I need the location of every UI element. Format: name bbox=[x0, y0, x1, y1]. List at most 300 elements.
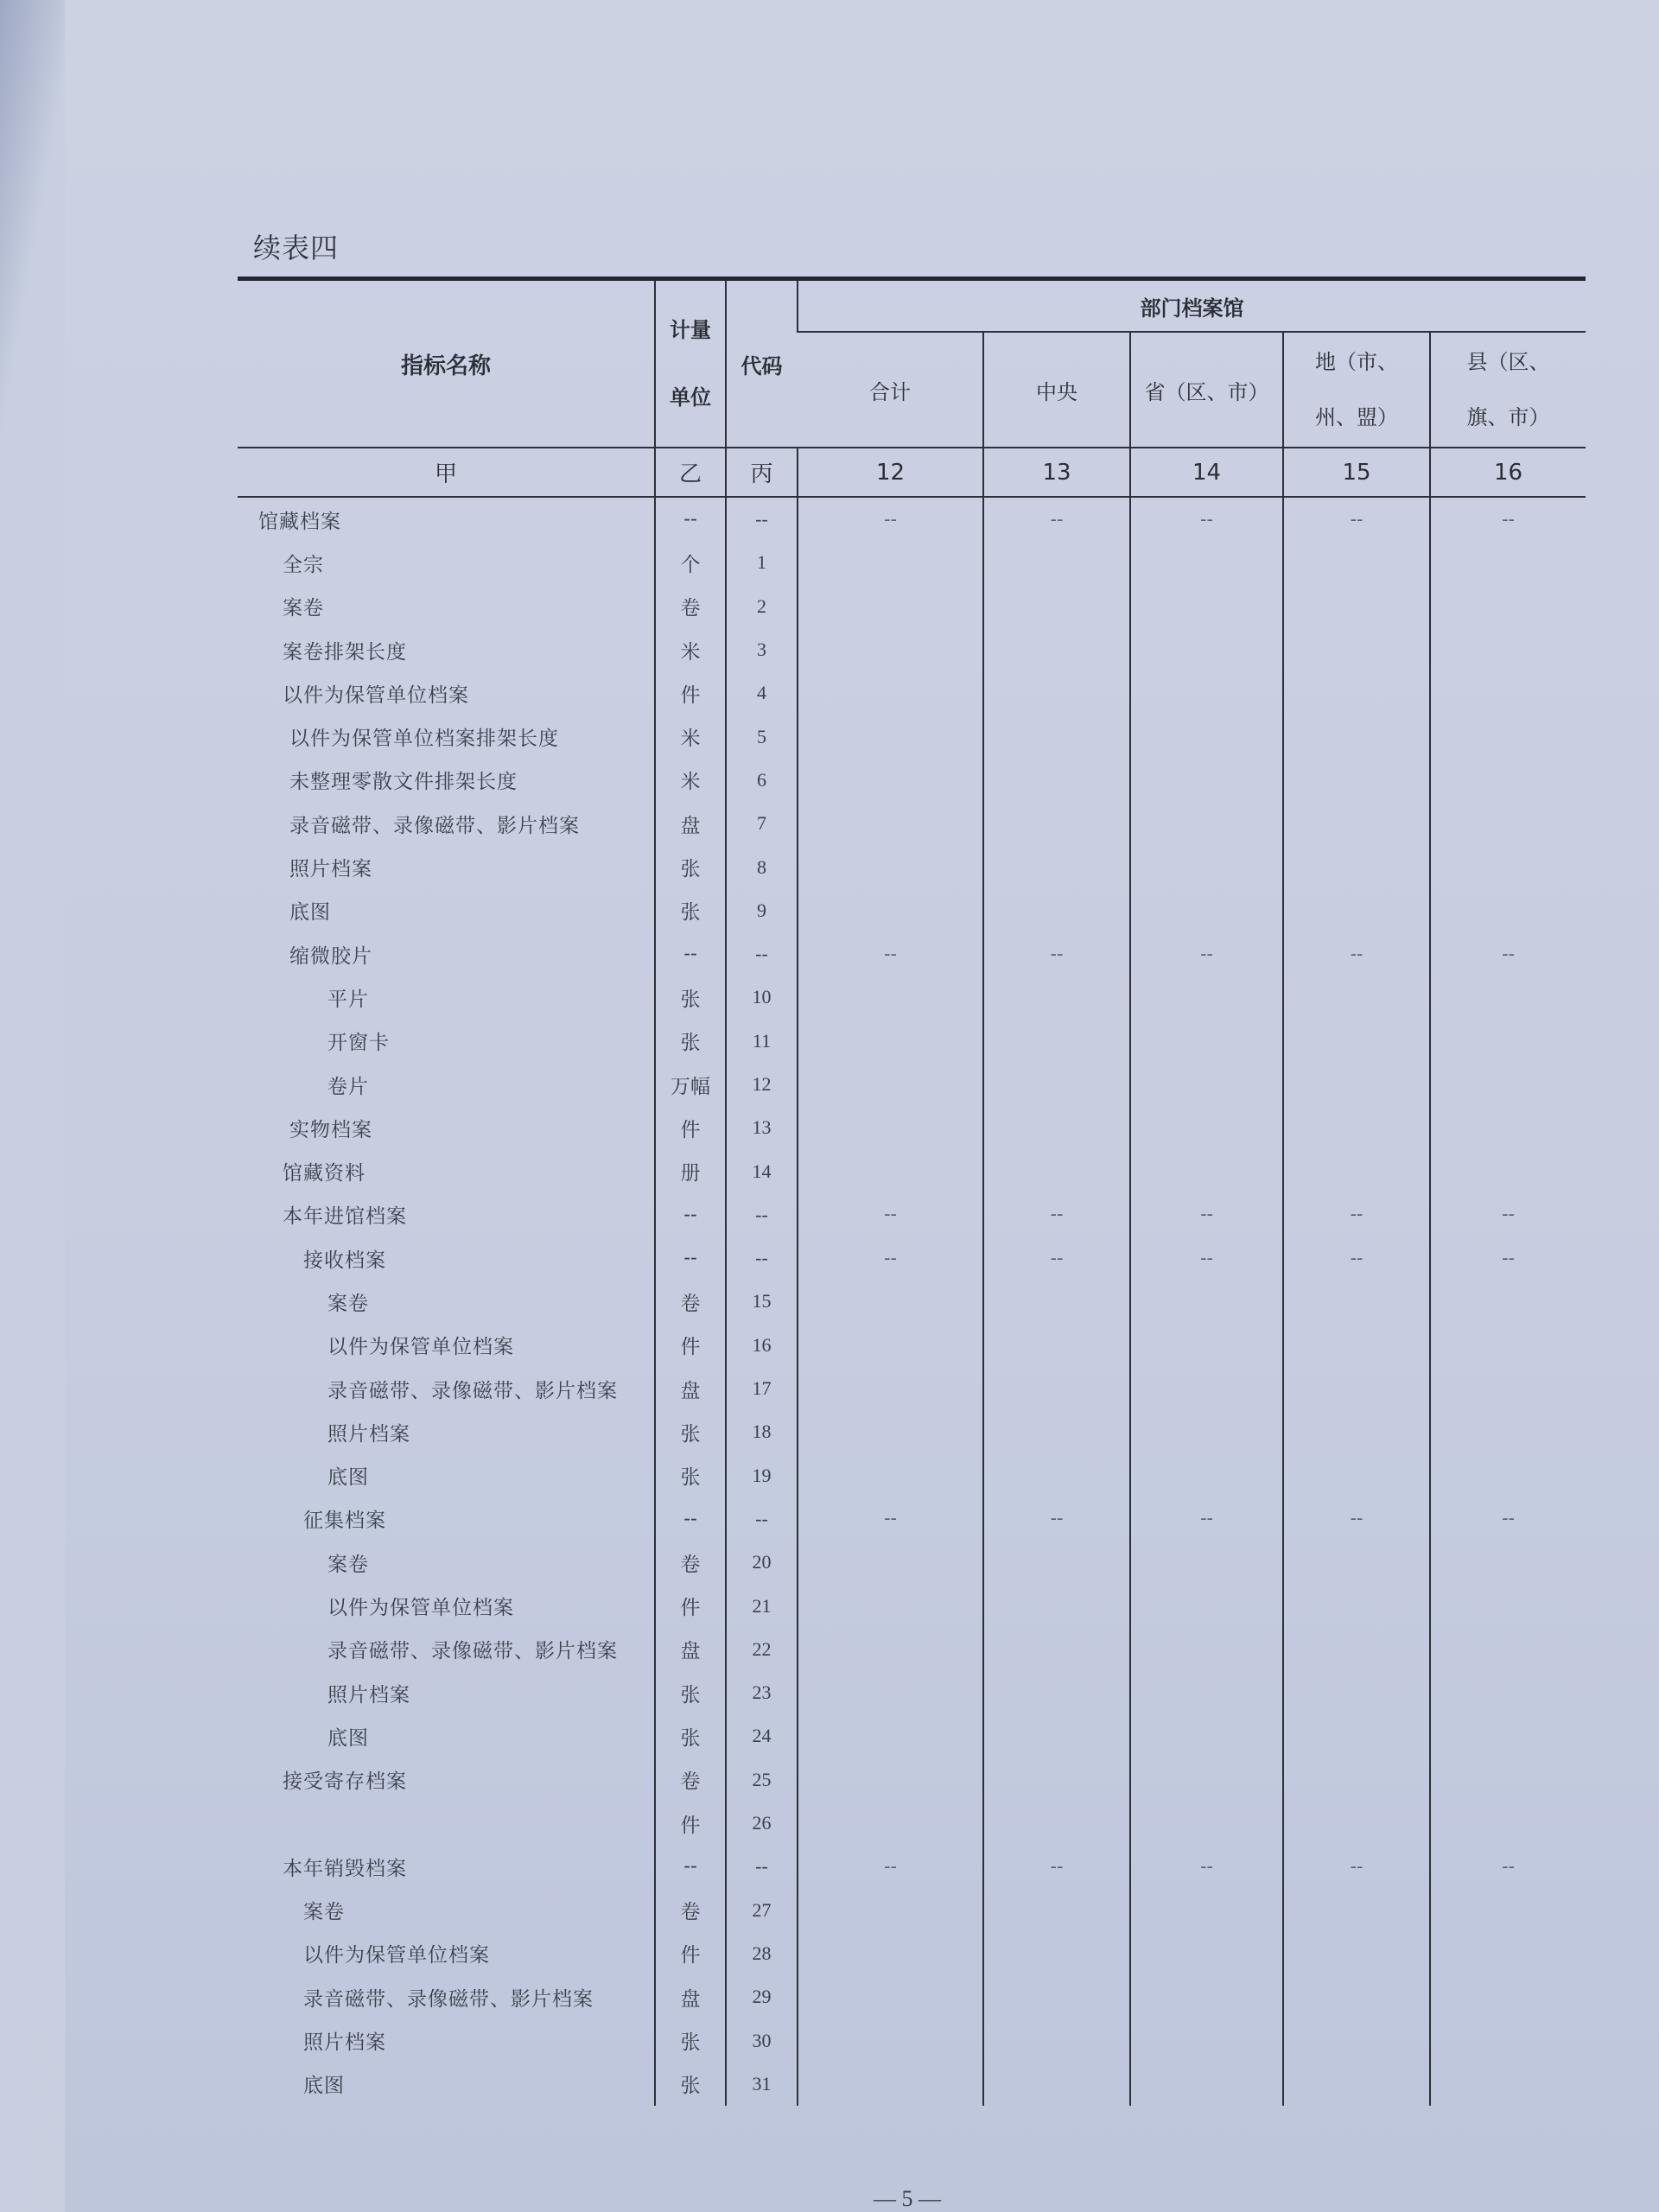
code-cell: -- bbox=[726, 1193, 798, 1236]
code-cell: 22 bbox=[726, 1628, 798, 1671]
indicator-name-cell: 馆藏档案 bbox=[258, 510, 341, 533]
indicator-name-cell: 案卷 bbox=[303, 1901, 345, 1924]
value-cell bbox=[983, 1671, 1130, 1714]
table-row bbox=[238, 1454, 1586, 1497]
value-cell bbox=[983, 1975, 1130, 2018]
value-cell bbox=[1430, 845, 1586, 888]
value-cell bbox=[1130, 671, 1283, 715]
value-cell bbox=[798, 1149, 983, 1192]
unit-cell: 卷 bbox=[655, 1280, 726, 1323]
indicator-name-cell: 底图 bbox=[327, 1466, 369, 1490]
value-cell bbox=[983, 2063, 1130, 2106]
unit-cell: -- bbox=[655, 1236, 726, 1280]
code-cell: 4 bbox=[726, 671, 798, 715]
statistics-table bbox=[238, 276, 1586, 2106]
value-cell bbox=[983, 1889, 1130, 1932]
code-cell: 29 bbox=[726, 1975, 798, 2018]
value-cell: -- bbox=[1130, 1845, 1283, 1888]
value-cell bbox=[1430, 1802, 1586, 1845]
value-cell bbox=[1430, 1454, 1586, 1497]
subheader-yi: 乙 bbox=[655, 448, 726, 497]
unit-cell: 件 bbox=[655, 1802, 726, 1845]
header-unit-line2: 单位 bbox=[670, 385, 711, 410]
value-cell bbox=[1283, 1671, 1430, 1714]
subheader-12: 12 bbox=[798, 448, 983, 497]
value-cell bbox=[798, 628, 983, 671]
value-cell bbox=[1130, 2018, 1283, 2062]
value-cell: -- bbox=[1430, 932, 1586, 976]
value-cell bbox=[983, 1280, 1130, 1323]
table-row bbox=[238, 1410, 1586, 1453]
value-cell bbox=[1283, 1932, 1430, 1975]
header-unit-line1: 计量 bbox=[670, 318, 711, 342]
value-cell bbox=[1130, 1584, 1283, 1627]
unit-cell: 张 bbox=[655, 1020, 726, 1063]
code-cell: 15 bbox=[726, 1280, 798, 1323]
value-cell bbox=[1283, 1541, 1430, 1584]
value-cell bbox=[1430, 1280, 1586, 1323]
value-cell bbox=[798, 671, 983, 715]
code-cell: 16 bbox=[726, 1324, 798, 1367]
code-cell: -- bbox=[726, 932, 798, 976]
table-row bbox=[238, 2063, 1586, 2106]
table-row bbox=[238, 715, 1586, 758]
unit-cell: 张 bbox=[655, 2018, 726, 2062]
value-cell: -- bbox=[798, 1236, 983, 1280]
value-cell bbox=[798, 1714, 983, 1758]
unit-cell: 件 bbox=[655, 1584, 726, 1627]
value-cell bbox=[1430, 1149, 1586, 1192]
value-cell bbox=[983, 1324, 1130, 1367]
indicator-name-cell: 征集档案 bbox=[303, 1510, 386, 1533]
table-row bbox=[238, 1497, 1586, 1541]
value-cell bbox=[798, 1932, 983, 1975]
value-cell bbox=[1430, 628, 1586, 671]
value-cell bbox=[1283, 889, 1430, 932]
header-code: 代码 bbox=[726, 279, 798, 448]
value-cell: -- bbox=[1283, 932, 1430, 976]
value-cell bbox=[983, 1932, 1130, 1975]
value-cell bbox=[983, 715, 1130, 758]
value-cell: -- bbox=[983, 1845, 1130, 1888]
value-cell bbox=[1430, 1584, 1586, 1627]
value-cell bbox=[1130, 541, 1283, 584]
value-cell bbox=[1283, 715, 1430, 758]
value-cell: -- bbox=[798, 1845, 983, 1888]
value-cell bbox=[798, 1671, 983, 1714]
value-cell bbox=[1430, 1975, 1586, 2018]
code-cell: 31 bbox=[726, 2063, 798, 2106]
document-page bbox=[65, 0, 1659, 2212]
value-cell bbox=[798, 845, 983, 888]
value-cell: -- bbox=[1130, 1497, 1283, 1541]
code-cell: 10 bbox=[726, 976, 798, 1019]
value-cell: -- bbox=[1130, 497, 1283, 541]
value-cell bbox=[798, 759, 983, 802]
indicator-name-cell: 未整理零散文件排架长度 bbox=[289, 771, 518, 794]
code-cell: -- bbox=[726, 1845, 798, 1888]
unit-cell: 张 bbox=[655, 976, 726, 1019]
header-col-central: 中央 bbox=[983, 332, 1130, 448]
unit-cell: 卷 bbox=[655, 585, 726, 628]
table-row bbox=[238, 1367, 1586, 1410]
value-cell: -- bbox=[798, 497, 983, 541]
table-row bbox=[238, 1714, 1586, 1758]
value-cell bbox=[798, 1020, 983, 1063]
indicator-name-cell: 馆藏资料 bbox=[283, 1162, 365, 1185]
code-cell: 11 bbox=[726, 1020, 798, 1063]
table-row bbox=[238, 1324, 1586, 1367]
value-cell: -- bbox=[1283, 1236, 1430, 1280]
indicator-name-cell: 接收档案 bbox=[303, 1249, 386, 1272]
code-cell: 2 bbox=[726, 585, 798, 628]
indicator-name-cell: 全宗 bbox=[283, 553, 324, 576]
subheader-13: 13 bbox=[983, 448, 1130, 497]
value-cell bbox=[1430, 759, 1586, 802]
unit-cell: 卷 bbox=[655, 1889, 726, 1932]
value-cell bbox=[798, 541, 983, 584]
indicator-name-cell: 开窗卡 bbox=[327, 1032, 390, 1055]
code-cell: 19 bbox=[726, 1454, 798, 1497]
table-row bbox=[238, 1671, 1586, 1714]
indicator-name-cell: 照片档案 bbox=[327, 1422, 410, 1446]
value-cell bbox=[1430, 1758, 1586, 1802]
value-cell: -- bbox=[1430, 1845, 1586, 1888]
value-cell bbox=[983, 976, 1130, 1019]
value-cell bbox=[798, 585, 983, 628]
value-cell bbox=[1130, 628, 1283, 671]
value-cell bbox=[798, 1280, 983, 1323]
value-cell bbox=[983, 1541, 1130, 1584]
value-cell bbox=[798, 1367, 983, 1410]
value-cell bbox=[1130, 1628, 1283, 1671]
indicator-name-cell: 以件为保管单位档案排架长度 bbox=[289, 728, 559, 751]
indicator-name-cell: 卷片 bbox=[327, 1075, 369, 1098]
value-cell: -- bbox=[1283, 1497, 1430, 1541]
value-cell bbox=[798, 715, 983, 758]
value-cell bbox=[1130, 585, 1283, 628]
unit-cell: 万幅 bbox=[655, 1063, 726, 1106]
indicator-name-cell: 照片档案 bbox=[289, 858, 372, 881]
value-cell bbox=[1430, 2018, 1586, 2062]
table-row bbox=[238, 1149, 1586, 1192]
subheader-14: 14 bbox=[1130, 448, 1283, 497]
value-cell bbox=[1430, 1367, 1586, 1410]
value-cell bbox=[1430, 802, 1586, 845]
table-row bbox=[238, 1584, 1586, 1627]
value-cell bbox=[1430, 1714, 1586, 1758]
header-col-prefecture bbox=[1283, 332, 1430, 448]
value-cell bbox=[983, 1106, 1130, 1149]
table-row bbox=[238, 1541, 1586, 1584]
unit-cell: 张 bbox=[655, 1410, 726, 1453]
value-cell bbox=[1430, 585, 1586, 628]
value-cell bbox=[1430, 1671, 1586, 1714]
value-cell: -- bbox=[1130, 932, 1283, 976]
indicator-name-cell: 案卷 bbox=[327, 1292, 369, 1315]
table-row bbox=[238, 1280, 1586, 1323]
value-cell bbox=[1430, 976, 1586, 1019]
value-cell bbox=[983, 1454, 1130, 1497]
table-row bbox=[238, 976, 1586, 1019]
indicator-name-cell: 以件为保管单位档案 bbox=[283, 683, 469, 707]
value-cell bbox=[1283, 1758, 1430, 1802]
header-col-prefecture-line2: 州、盟） bbox=[1315, 405, 1398, 429]
value-cell bbox=[1283, 1889, 1430, 1932]
value-cell bbox=[1283, 1063, 1430, 1106]
subheader-16: 16 bbox=[1430, 448, 1586, 497]
value-cell bbox=[1283, 1106, 1430, 1149]
unit-cell: 卷 bbox=[655, 1758, 726, 1802]
indicator-name-cell: 接受寄存档案 bbox=[283, 1770, 407, 1794]
code-cell: -- bbox=[726, 497, 798, 541]
value-cell bbox=[1130, 1410, 1283, 1453]
value-cell bbox=[1430, 1020, 1586, 1063]
table-row bbox=[238, 1758, 1586, 1802]
header-col-total: 合计 bbox=[869, 379, 911, 404]
value-cell bbox=[1283, 1280, 1430, 1323]
indicator-name-cell: 录音磁带、录像磁带、影片档案 bbox=[289, 814, 580, 837]
value-cell bbox=[1130, 1541, 1283, 1584]
value-cell bbox=[1130, 1454, 1283, 1497]
value-cell bbox=[798, 1324, 983, 1367]
table-row bbox=[238, 932, 1586, 976]
value-cell: -- bbox=[983, 1497, 1130, 1541]
value-cell bbox=[798, 1063, 983, 1106]
table-row bbox=[238, 759, 1586, 802]
value-cell bbox=[798, 1410, 983, 1453]
value-cell bbox=[1130, 1149, 1283, 1192]
indicator-name-cell: 照片档案 bbox=[303, 2031, 386, 2055]
value-cell bbox=[798, 802, 983, 845]
value-cell: -- bbox=[1430, 1497, 1586, 1541]
indicator-name-cell: 录音磁带、录像磁带、影片档案 bbox=[327, 1379, 618, 1402]
table-row bbox=[238, 1889, 1586, 1932]
value-cell bbox=[1430, 715, 1586, 758]
value-cell bbox=[983, 628, 1130, 671]
value-cell bbox=[1283, 1324, 1430, 1367]
value-cell bbox=[1430, 1932, 1586, 1975]
value-cell bbox=[798, 1758, 983, 1802]
value-cell bbox=[1283, 585, 1430, 628]
unit-cell: 件 bbox=[655, 671, 726, 715]
value-cell bbox=[1430, 2063, 1586, 2106]
value-cell bbox=[1430, 1541, 1586, 1584]
value-cell: -- bbox=[1283, 497, 1430, 541]
value-cell: -- bbox=[798, 1193, 983, 1236]
unit-cell: 张 bbox=[655, 889, 726, 932]
unit-cell: 米 bbox=[655, 715, 726, 758]
value-cell bbox=[983, 1149, 1130, 1192]
value-cell bbox=[983, 1063, 1130, 1106]
value-cell bbox=[983, 1802, 1130, 1845]
value-cell bbox=[1283, 2063, 1430, 2106]
value-cell bbox=[798, 1541, 983, 1584]
value-cell bbox=[1283, 1367, 1430, 1410]
value-cell bbox=[1430, 1410, 1586, 1453]
value-cell bbox=[1283, 976, 1430, 1019]
unit-cell: 张 bbox=[655, 1454, 726, 1497]
subheader-jia: 甲 bbox=[238, 448, 655, 497]
indicator-name-cell: 本年销毁档案 bbox=[283, 1857, 407, 1880]
value-cell bbox=[1130, 1802, 1283, 1845]
unit-cell: 张 bbox=[655, 1714, 726, 1758]
indicator-name-cell: 录音磁带、录像磁带、影片档案 bbox=[303, 1987, 594, 2011]
value-cell bbox=[1283, 671, 1430, 715]
code-cell: 9 bbox=[726, 889, 798, 932]
value-cell: -- bbox=[1130, 1193, 1283, 1236]
value-cell bbox=[1430, 671, 1586, 715]
code-cell: 30 bbox=[726, 2018, 798, 2062]
value-cell bbox=[798, 1584, 983, 1627]
value-cell bbox=[983, 585, 1130, 628]
value-cell: -- bbox=[983, 1193, 1130, 1236]
value-cell bbox=[1283, 1975, 1430, 2018]
value-cell bbox=[983, 889, 1130, 932]
code-cell: 27 bbox=[726, 1889, 798, 1932]
value-cell: -- bbox=[1283, 1845, 1430, 1888]
indicator-name-cell: 照片档案 bbox=[327, 1683, 410, 1707]
value-cell bbox=[1283, 1020, 1430, 1063]
value-cell bbox=[1130, 1020, 1283, 1063]
code-cell: 3 bbox=[726, 628, 798, 671]
value-cell bbox=[1130, 715, 1283, 758]
code-cell: 1 bbox=[726, 541, 798, 584]
value-cell: -- bbox=[983, 932, 1130, 976]
code-cell: -- bbox=[726, 1236, 798, 1280]
value-cell bbox=[1283, 1454, 1430, 1497]
code-cell: 13 bbox=[726, 1106, 798, 1149]
table-row bbox=[238, 1063, 1586, 1106]
value-cell bbox=[798, 1628, 983, 1671]
value-cell bbox=[1283, 845, 1430, 888]
table-row bbox=[238, 845, 1586, 888]
value-cell: -- bbox=[983, 1236, 1130, 1280]
table-row bbox=[238, 889, 1586, 932]
value-cell bbox=[798, 1454, 983, 1497]
value-cell bbox=[983, 759, 1130, 802]
code-cell: 28 bbox=[726, 1932, 798, 1975]
header-col-county bbox=[1430, 332, 1586, 448]
value-cell bbox=[798, 1106, 983, 1149]
value-cell bbox=[1283, 759, 1430, 802]
table-row bbox=[238, 585, 1586, 628]
value-cell bbox=[1430, 1889, 1586, 1932]
value-cell bbox=[983, 1758, 1130, 1802]
indicator-name-cell: 案卷排架长度 bbox=[283, 640, 407, 664]
table-row bbox=[238, 1106, 1586, 1149]
code-cell: 20 bbox=[726, 1541, 798, 1584]
unit-cell: 件 bbox=[655, 1324, 726, 1367]
value-cell bbox=[1430, 1628, 1586, 1671]
table-row bbox=[238, 802, 1586, 845]
code-cell: 23 bbox=[726, 1671, 798, 1714]
value-cell bbox=[1130, 1714, 1283, 1758]
value-cell bbox=[1283, 1410, 1430, 1453]
code-cell: 18 bbox=[726, 1410, 798, 1453]
indicator-name-cell: 以件为保管单位档案 bbox=[327, 1336, 514, 1359]
value-cell bbox=[1283, 1802, 1430, 1845]
unit-cell: 盘 bbox=[655, 1367, 726, 1410]
unit-cell: 卷 bbox=[655, 1541, 726, 1584]
unit-cell: 盘 bbox=[655, 1975, 726, 2018]
value-cell bbox=[1130, 976, 1283, 1019]
value-cell bbox=[1130, 1324, 1283, 1367]
value-cell bbox=[983, 802, 1130, 845]
value-cell bbox=[798, 1889, 983, 1932]
indicator-name-cell: 案卷 bbox=[283, 597, 324, 620]
value-cell bbox=[983, 541, 1130, 584]
table-row bbox=[238, 1193, 1586, 1236]
value-cell bbox=[1283, 1149, 1430, 1192]
value-cell bbox=[1130, 1367, 1283, 1410]
code-cell: 17 bbox=[726, 1367, 798, 1410]
indicator-name-cell: 案卷 bbox=[327, 1553, 369, 1576]
subheader-15: 15 bbox=[1283, 448, 1430, 497]
unit-cell: 个 bbox=[655, 541, 726, 584]
header-col-county-line1: 县（区、 bbox=[1466, 350, 1550, 374]
code-cell: 26 bbox=[726, 1802, 798, 1845]
value-cell bbox=[983, 2018, 1130, 2062]
unit-cell: 张 bbox=[655, 1671, 726, 1714]
indicator-name-cell: 录音磁带、录像磁带、影片档案 bbox=[327, 1640, 618, 1663]
indicator-name-cell: 本年进馆档案 bbox=[283, 1205, 407, 1229]
value-cell: -- bbox=[798, 1497, 983, 1541]
indicator-name-cell: 缩微胶片 bbox=[289, 944, 372, 968]
value-cell bbox=[983, 845, 1130, 888]
unit-cell: 件 bbox=[655, 1932, 726, 1975]
value-cell bbox=[1283, 802, 1430, 845]
header-col-province: 省（区、市） bbox=[1130, 332, 1283, 448]
value-cell bbox=[1430, 541, 1586, 584]
code-cell: 21 bbox=[726, 1584, 798, 1627]
value-cell bbox=[1130, 1106, 1283, 1149]
value-cell bbox=[1130, 1932, 1283, 1975]
unit-cell: 盘 bbox=[655, 1628, 726, 1671]
unit-cell: 件 bbox=[655, 1106, 726, 1149]
code-cell: 12 bbox=[726, 1063, 798, 1106]
table-row bbox=[238, 1628, 1586, 1671]
value-cell bbox=[1130, 1758, 1283, 1802]
indicator-name-cell bbox=[238, 1802, 655, 1845]
indicator-name-cell: 平片 bbox=[327, 988, 369, 1011]
unit-cell: 册 bbox=[655, 1149, 726, 1192]
unit-cell: -- bbox=[655, 497, 726, 541]
value-cell bbox=[1430, 1106, 1586, 1149]
value-cell bbox=[798, 889, 983, 932]
page-number: — 5 — bbox=[874, 2186, 941, 2211]
value-cell: -- bbox=[1130, 1236, 1283, 1280]
unit-cell: 米 bbox=[655, 628, 726, 671]
value-cell bbox=[1130, 1975, 1283, 2018]
value-cell: -- bbox=[1430, 1236, 1586, 1280]
code-cell: 8 bbox=[726, 845, 798, 888]
value-cell bbox=[798, 2018, 983, 2062]
table-body bbox=[238, 497, 1586, 2106]
value-cell bbox=[1283, 2018, 1430, 2062]
header-col-prefecture-line1: 地（市、 bbox=[1315, 350, 1398, 374]
value-cell bbox=[1130, 1889, 1283, 1932]
value-cell bbox=[983, 1410, 1130, 1453]
value-cell bbox=[983, 1584, 1130, 1627]
value-cell bbox=[1430, 1063, 1586, 1106]
header-group-department-archives: 部门档案馆 bbox=[798, 279, 1586, 333]
unit-cell: -- bbox=[655, 1193, 726, 1236]
indicator-name-cell: 以件为保管单位档案 bbox=[327, 1597, 514, 1620]
code-cell: 14 bbox=[726, 1149, 798, 1192]
table-row bbox=[238, 1236, 1586, 1280]
value-cell bbox=[983, 1020, 1130, 1063]
